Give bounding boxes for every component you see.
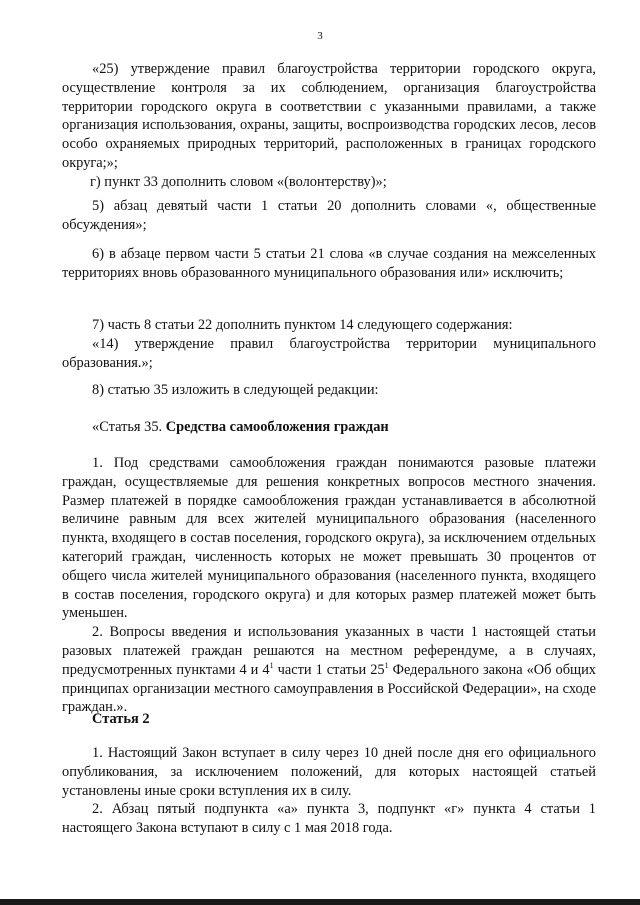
paragraph-item-25 — [62, 60, 596, 192]
article-35-part-1: 1. Под средствами самообложения граждан понимаются разовые платежи граждан, осуществляемые для решения конкретных вопросов местного значения. Размер платежей в порядке самообложения граждан устанавливается в абсолютной величине равным для всех жителей муниципального образования (населенного пункта, входящего в состав поселения, городского округа), за исключением отдельных категорий граждан, численность которых не может превышать 30 процентов от общего числа жителей муниципального образования (населенного пункта, входящего в состав поселения, городского округа) и для которых размер платежей может быть уменьшен. — [62, 455, 596, 622]
item-8-text: 8) статью 35 изложить в следующей редакции: — [92, 382, 379, 398]
article-35-part-2-b: части 1 статьи 25 — [273, 661, 385, 678]
article-35-body — [62, 454, 596, 717]
item-14-text: «14) утверждение правил благоустройства территории муниципального образования.»; — [62, 335, 596, 371]
item-6-text: 6) в абзаце первом части 5 статьи 21 слова «в случае создания на межселенных территориях вновь образованного муниципального образования или» исключить; — [62, 246, 596, 281]
item-5-text: 5) абзац девятый части 1 статьи 20 дополнить словами «, общественные обсуждения»; — [62, 198, 596, 233]
article-2-body — [62, 744, 596, 838]
item-25-text: «25) утверждение правил благоустройства территории городского округа, осуществление контроля за их соблюдением, организация благоустройства территории городского округа в соответствии с указанными правилами, а также организация использования, охраны, защиты, воспроизводства городских лесов, лесов особо охраняемых природных территорий, расположенных в границах городского округа;»; — [62, 61, 596, 171]
page-number: 3 — [317, 30, 323, 42]
paragraph-item-5 — [62, 197, 596, 235]
article-2-title: Статья 2 — [92, 711, 150, 727]
scan-bottom-edge — [0, 899, 640, 905]
paragraph-item-8 — [62, 381, 596, 400]
article-35-part-2-a: 2. Вопросы введения и использования указанных в части 1 настоящей статьи разовых платежей граждан решаются на местном референдуме, а в случаях, предусмотренных пунктами 4 и 4 — [62, 624, 596, 678]
article-35-part-2 — [62, 623, 596, 717]
superscript-1: 1 — [269, 660, 274, 670]
article-35-title: Средства самообложения граждан — [165, 419, 389, 435]
article-2-part-1: 1. Настоящий Закон вступает в силу через 10 дней после дня его официального опубликования, за исключением положений, для которых настоящей статьей установлены иные сроки вступления их в силу. — [62, 745, 596, 799]
article-35-heading — [92, 418, 389, 437]
paragraph-item-6 — [62, 245, 596, 283]
paragraph-item-7 — [62, 316, 596, 372]
article-35-prefix: «Статья 35. — [92, 419, 166, 435]
superscript-2: 1 — [384, 660, 389, 670]
subitem-g-text: г) пункт 33 дополнить словом «(волонтерству)»; — [90, 173, 387, 190]
article-35-part-2-c: Федерального закона «Об общих принципах организации местного самоуправления в Российской Федерации», на сходе граждан.». — [62, 661, 596, 716]
article-2-part-2: 2. Абзац пятый подпункта «а» пункта 3, подпункт «г» пункта 4 статьи 1 настоящего Закона вступают в силу с 1 мая 2018 года. — [62, 801, 596, 837]
item-7-text: 7) часть 8 статьи 22 дополнить пунктом 14 следующего содержания: — [92, 317, 513, 333]
article-2-heading — [92, 710, 150, 729]
